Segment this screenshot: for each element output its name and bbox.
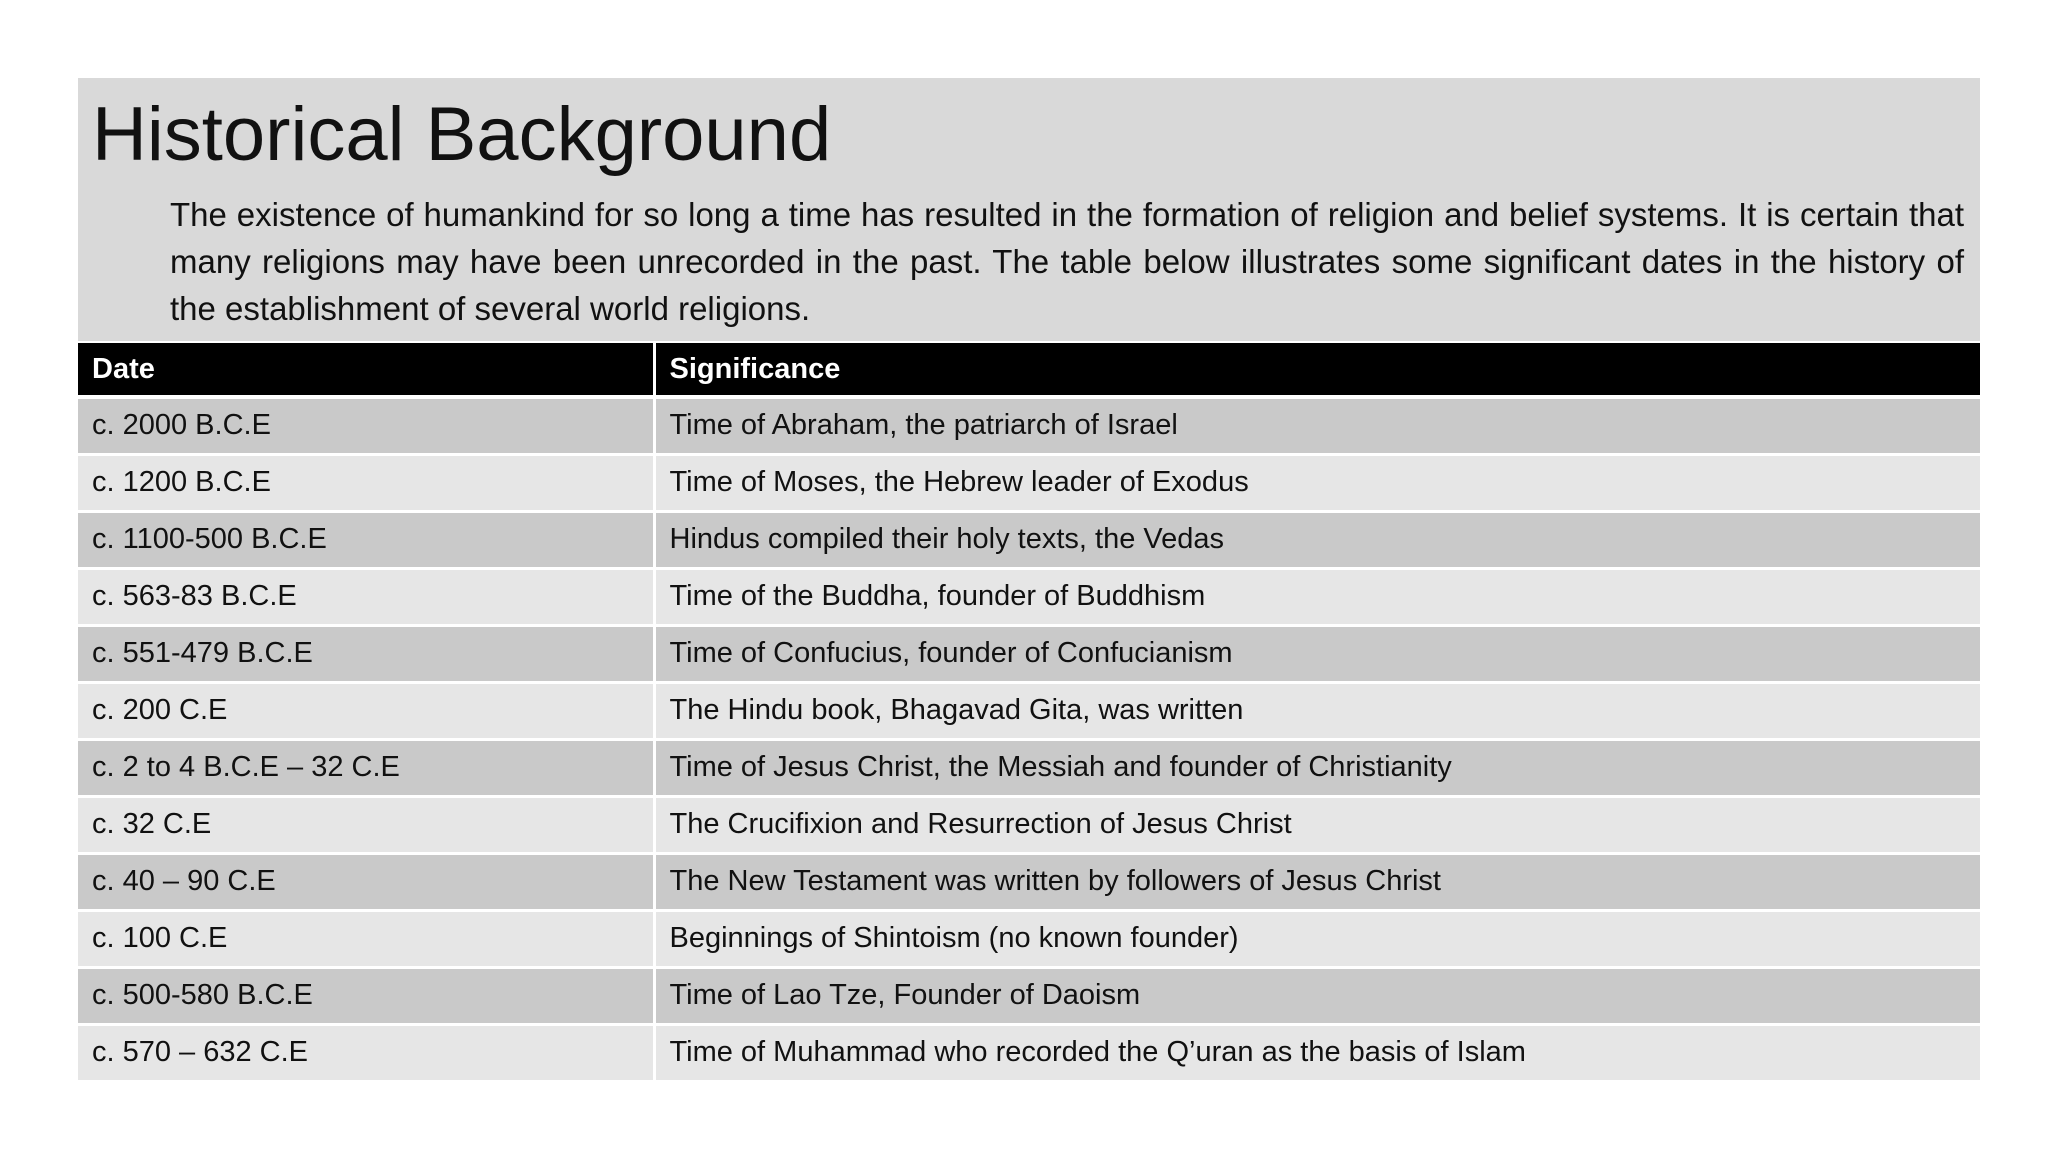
- date-cell: c. 570 – 632 C.E: [78, 1024, 654, 1081]
- date-cell: c. 40 – 90 C.E: [78, 853, 654, 910]
- table-row: [78, 967, 1980, 1024]
- significance-cell: Time of Jesus Christ, the Messiah and founder of Christianity: [654, 739, 1980, 796]
- significance-cell: The Crucifixion and Resurrection of Jesus Christ: [654, 796, 1980, 853]
- date-cell: c. 563-83 B.C.E: [78, 568, 654, 625]
- significance-cell: The New Testament was written by followers of Jesus Christ: [654, 853, 1980, 910]
- slide: [78, 78, 1980, 1083]
- column-header-date: Date: [78, 343, 654, 397]
- significance-cell: Time of Moses, the Hebrew leader of Exodus: [654, 454, 1980, 511]
- date-cell: c. 32 C.E: [78, 796, 654, 853]
- significance-cell: Time of Lao Tze, Founder of Daoism: [654, 967, 1980, 1024]
- table-row: [78, 739, 1980, 796]
- date-cell: c. 551-479 B.C.E: [78, 625, 654, 682]
- slide-title: Historical Background: [92, 92, 832, 177]
- table-row: [78, 454, 1980, 511]
- table-row: [78, 682, 1980, 739]
- table-row: [78, 511, 1980, 568]
- date-cell: c. 100 C.E: [78, 910, 654, 967]
- significance-cell: Hindus compiled their holy texts, the Vedas: [654, 511, 1980, 568]
- significance-cell: Time of Abraham, the patriarch of Israel: [654, 397, 1980, 454]
- intro-paragraph: The existence of humankind for so long a time has resulted in the formation of religion and belief systems. It is certain that many religions may have been unrecorded in the past. The table below illustrates some significant dates in the history of the establishment of several world religions.: [170, 196, 1964, 327]
- table-row: [78, 910, 1980, 967]
- table-row: [78, 796, 1980, 853]
- significance-cell: Time of the Buddha, founder of Buddhism: [654, 568, 1980, 625]
- significance-cell: Time of Muhammad who recorded the Q’uran as the basis of Islam: [654, 1024, 1980, 1081]
- table-row: [78, 1024, 1980, 1081]
- date-cell: c. 500-580 B.C.E: [78, 967, 654, 1024]
- religion-timeline-table: [78, 343, 1980, 1083]
- date-cell: c. 1100-500 B.C.E: [78, 511, 654, 568]
- column-header-significance: Significance: [654, 343, 1980, 397]
- table-row: [78, 568, 1980, 625]
- date-cell: c. 1200 B.C.E: [78, 454, 654, 511]
- date-cell: c. 2 to 4 B.C.E – 32 C.E: [78, 739, 654, 796]
- date-cell: c. 200 C.E: [78, 682, 654, 739]
- table-row: [78, 853, 1980, 910]
- significance-cell: Beginnings of Shintoism (no known founder): [654, 910, 1980, 967]
- table-header-row: [78, 343, 1980, 397]
- table-row: [78, 397, 1980, 454]
- header-block: [78, 78, 1980, 341]
- significance-cell: Time of Confucius, founder of Confucianism: [654, 625, 1980, 682]
- date-cell: c. 2000 B.C.E: [78, 397, 654, 454]
- significance-cell: The Hindu book, Bhagavad Gita, was written: [654, 682, 1980, 739]
- table-row: [78, 625, 1980, 682]
